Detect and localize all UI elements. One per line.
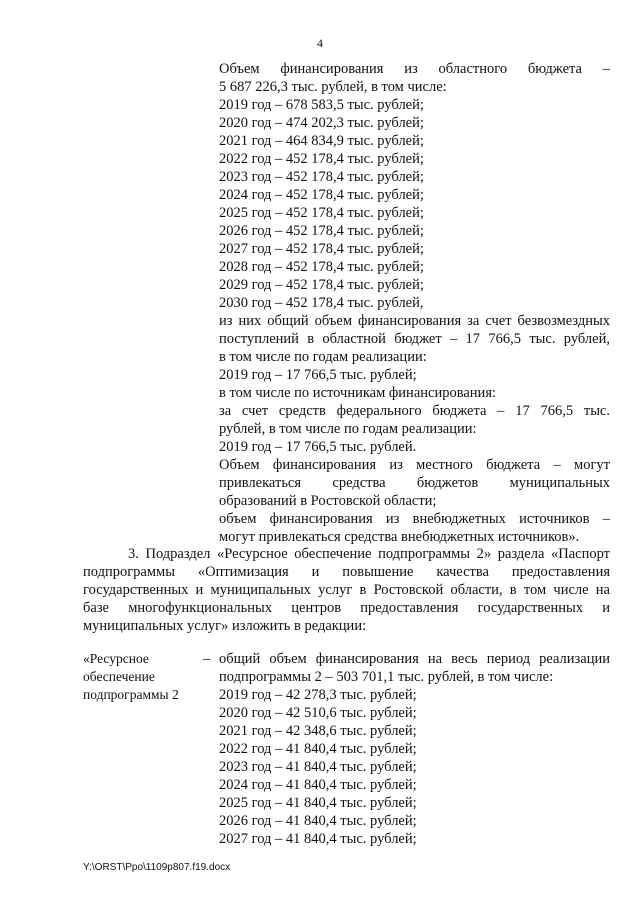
text-line: 2023 год – 41 840,4 тыс. рублей; — [219, 759, 417, 775]
text-line: объем финансирования из внебюджетных источников – — [219, 511, 610, 527]
text-line: в том числе по годам реализации: — [219, 349, 427, 365]
text-line: Объем финансирования из местного бюджета – могут — [219, 457, 610, 473]
table-value — [219, 650, 610, 848]
text-line: 2027 год – 452 178,4 тыс. рублей; — [219, 241, 424, 257]
text-line: 2024 год – 41 840,4 тыс. рублей; — [219, 777, 417, 793]
text-line: 2020 год – 474 202,3 тыс. рублей; — [219, 115, 424, 131]
text-line: 2019 год – 17 766,5 тыс. рублей. — [219, 439, 417, 455]
text-line: 2019 год – 678 583,5 тыс. рублей; — [219, 97, 424, 113]
page-number: 4 — [317, 36, 323, 50]
text-line: 2019 год – 42 278,3 тыс. рублей; — [219, 687, 417, 703]
text-line: подпрограммы 2 – 503 701,1 тыс. рублей, в том числе: — [219, 669, 554, 685]
text-line: 2026 год – 41 840,4 тыс. рублей; — [219, 813, 417, 829]
table-label — [83, 650, 201, 704]
financing-block — [219, 60, 610, 546]
label-line: подпрограммы 2 — [83, 687, 179, 702]
text-line: базе многофункциональных центров предоставления государственных и — [83, 600, 610, 616]
text-line: Объем финансирования из областного бюджета – — [219, 61, 610, 77]
text-line: 2028 год – 452 178,4 тыс. рублей; — [219, 259, 424, 275]
text-line: 2022 год – 452 178,4 тыс. рублей; — [219, 151, 424, 167]
text-line: 2026 год – 452 178,4 тыс. рублей; — [219, 223, 424, 239]
text-line: за счет средств федерального бюджета – 17 766,5 тыс. — [219, 403, 610, 419]
text-line: рублей, в том числе по годам реализации: — [219, 421, 477, 437]
text-line: 2021 год – 42 348,6 тыс. рублей; — [219, 723, 417, 739]
text-line: 2024 год – 452 178,4 тыс. рублей; — [219, 187, 424, 203]
section-3-paragraph — [83, 545, 610, 635]
text-line: 5 687 226,3 тыс. рублей, в том числе: — [219, 79, 447, 95]
text-line: в том числе по источникам финансирования: — [219, 385, 497, 401]
text-line: поступлений в областной бюджет – 17 766,5 тыс. рублей, — [219, 331, 610, 347]
text-line: могут привлекаться средства внебюджетных источников». — [219, 529, 580, 545]
text-line: 2025 год – 452 178,4 тыс. рублей; — [219, 205, 424, 221]
text-line: 2020 год – 42 510,6 тыс. рублей; — [219, 705, 417, 721]
text-line: 2022 год – 41 840,4 тыс. рублей; — [219, 741, 417, 757]
text-line: из них общий объем финансирования за счет безвозмездных — [219, 313, 610, 329]
text-line: муниципальных услуг» изложить в редакции: — [83, 618, 367, 634]
label-line: «Ресурсное — [83, 651, 149, 666]
text-line: 2023 год – 452 178,4 тыс. рублей; — [219, 169, 424, 185]
label-line: обеспечение — [83, 669, 155, 684]
text-line: образований в Ростовской области; — [219, 493, 437, 509]
text-line: 3. Подраздел «Ресурсное обеспечение подпрограммы 2» раздела «Паспорт — [128, 546, 610, 562]
text-line: государственных и муниципальных услуг в Ростовской области, в том числе на — [83, 582, 610, 598]
table-dash: – — [203, 651, 211, 667]
text-line: 2019 год – 17 766,5 тыс. рублей; — [219, 367, 417, 383]
file-path-footer: Y:\ORST\Ppo\1109p807.f19.docx — [83, 862, 231, 873]
text-line: подпрограммы «Оптимизация и повышение качества предоставления — [83, 564, 610, 580]
text-line: привлекаться средства бюджетов муниципальных — [219, 475, 610, 491]
text-line: 2027 год – 41 840,4 тыс. рублей; — [219, 831, 417, 847]
text-line: 2029 год – 452 178,4 тыс. рублей; — [219, 277, 424, 293]
text-line: 2030 год – 452 178,4 тыс. рублей, — [219, 295, 424, 311]
text-line: общий объем финансирования на весь период реализации — [219, 651, 610, 667]
text-line: 2025 год – 41 840,4 тыс. рублей; — [219, 795, 417, 811]
text-line: 2021 год – 464 834,9 тыс. рублей; — [219, 133, 424, 149]
